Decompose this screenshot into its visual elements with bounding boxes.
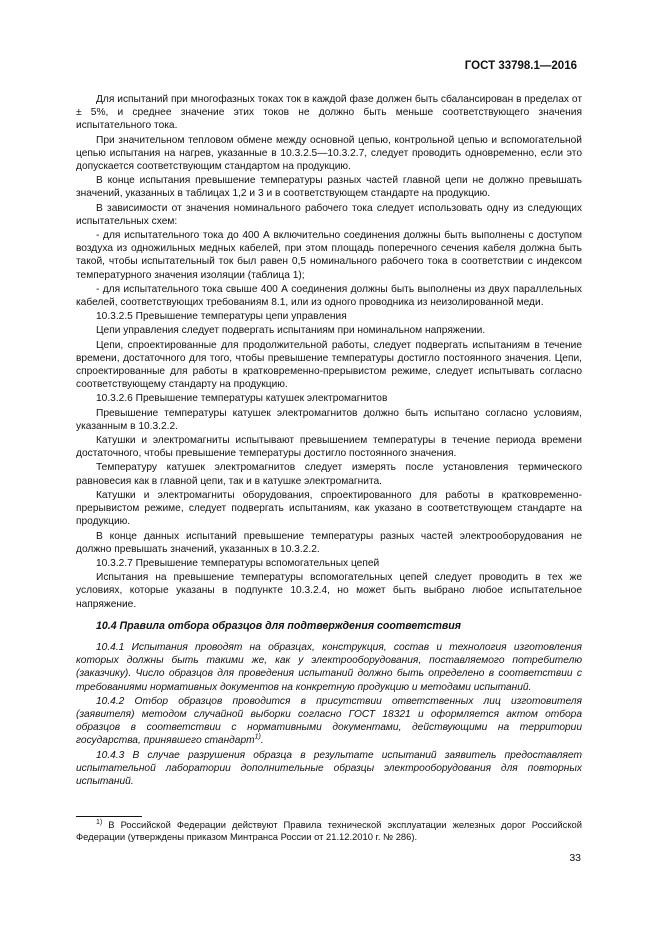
subsection-title: 10.3.2.6 Превышение температуры катушек электромагнитов — [96, 393, 388, 405]
footnote — [76, 819, 582, 844]
section-heading: 10.4 Правила отбора образцов для подтверждения соответствия — [96, 619, 461, 632]
paragraph: Цепи, спроектированные для продолжительной работы, следует подвергать испытаниям в течение времени, достаточного для того, чтобы превышение температуры достигло постоянного значения. Цепи, спроектированные для работы в кратковременно-прерывистом режиме, следует испытывать согласно соответствующему стандарту на продукцию. — [76, 339, 582, 391]
list-item: - для испытательного тока свыше 400 А соединения должны быть выполнены из двух параллельных кабелей, соответствующих требованиям 8.1, или из одного проводника из неизолированной меди. — [76, 283, 582, 309]
paragraph: В конце данных испытаний превышение температуры разных частей электрооборудования не должно превышать значений, указанных в 10.3.2.2. — [76, 530, 582, 555]
footnote-marker: 1) — [96, 818, 103, 826]
paragraph: Испытания на превышение температуры вспомогательных цепей следует проводить в тех же условиях, которые указаны в подпункте 10.3.2.4, но может быть выбрано любое испытательное напряжение. — [76, 572, 582, 610]
paragraph: 10.4.1 Испытания проводят на образцах, конструкция, состав и технология изготовления которых должны быть такими же, как у электрооборудования, поставляемого потребителю (заказчику). Число образцов для проведения испытаний должно быть определено в соответствии с требованиями нормативных документов на конкретную продукцию и методами испытаний. — [76, 641, 582, 693]
footnote-text: В Российской Федерации действуют Правила технической эксплуатации железных дорог Российской Федерации (утверждены приказом Минтранса России от 21.12.2010 г. № 286). — [76, 819, 582, 843]
paragraph: Температуру катушек электромагнитов следует измерять после установления термического равновесия как в главной цепи, так и в катушке электромагнита. — [76, 462, 582, 487]
subsection-title: 10.3.2.5 Превышение температуры цепи управления — [96, 311, 347, 323]
paragraph: Катушки и электромагниты испытывают превышением температуры в течение периода времени достаточного, чтобы превышение температуры достигло постоянного значения. — [76, 435, 582, 460]
paragraph: 10.4.2 Отбор образцов проводится в присутствии ответственных лиц изготовителя (заявителя) методом случайной выборки согласно ГОСТ 18321 и оформляется актом отбора образцов в соответствии с нормативными документами, действующими на территории государства, принявшего стандарт$^{1)}$. — [76, 695, 582, 747]
footnote-separator — [76, 816, 142, 817]
paragraph: Цепи управления следует подвергать испытаниям при номинальном напряжении. — [96, 325, 486, 337]
paragraph: В конце испытания превышение температуры разных частей главной цепи не должно превышать значений, указанных в таблицах 1,2 и 3 и в соответствующем стандарте на продукцию. — [76, 175, 582, 200]
paragraph: При значительном тепловом обмене между основной цепью, контрольной цепью и вспомогательной цепью испытания на нагрев, указанные в 10.3.2.5—10.3.2.7, следует проводить одновременно, если это допускается соответствующим стандартом на продукцию. — [76, 134, 582, 173]
document-id: ГОСТ 33798.1—2016 — [464, 60, 577, 72]
footnote-ref[interactable]: 1) — [254, 733, 261, 741]
paragraph-text: 10.4.2 Отбор образцов проводится в присутствии ответственных лиц изготовителя (заявителя) методом случайной выборки согласно ГОСТ 18321 и оформляется актом отбора образцов в соответствии с нормативными документами, действующими на территории государства, принявшего стандарт — [76, 695, 582, 747]
page-body — [76, 93, 582, 789]
paragraph: Для испытаний при многофазных токах ток в каждой фазе должен быть сбалансирован в пределах от ± 5%, и среднее значение этих токов не должно быть меньше соответствующего значения испытательного тока. — [76, 94, 582, 132]
paragraph: 10.4.3 В случае разрушения образца в результате испытаний заявитель предоставляет испытательной лаборатории дополнительные образцы электрооборудования для повторных испытаний. — [76, 749, 582, 787]
subsection-title: 10.3.2.7 Превышение температуры вспомогательных цепей — [96, 557, 380, 569]
paragraph: Катушки и электромагниты оборудования, спроектированного для работы в кратковременно-прерывистом режиме, следует подвергать испытаниям, как указано в соответствующем стандарте на продукцию. — [76, 489, 582, 528]
paragraph: В зависимости от значения номинального рабочего тока следует использовать одну из следующих испытательных схем: — [76, 202, 582, 227]
list-item: - для испытательного тока до 400 А включительно соединения должны быть выполнены с доступом воздуха из одножильных медных кабелей, при этом площадь поперечного сечения кабеля должна быть такой, чтобы испытательный ток был равен 0,5 номинального рабочего тока в соответствии с индексом температурного значения изоляции (таблица 1); — [76, 230, 582, 281]
paragraph: Превышение температуры катушек электромагнитов должно быть испытано согласно условиям, указанным в 10.3.2.2. — [76, 407, 582, 432]
page-number: 33 — [569, 852, 581, 864]
